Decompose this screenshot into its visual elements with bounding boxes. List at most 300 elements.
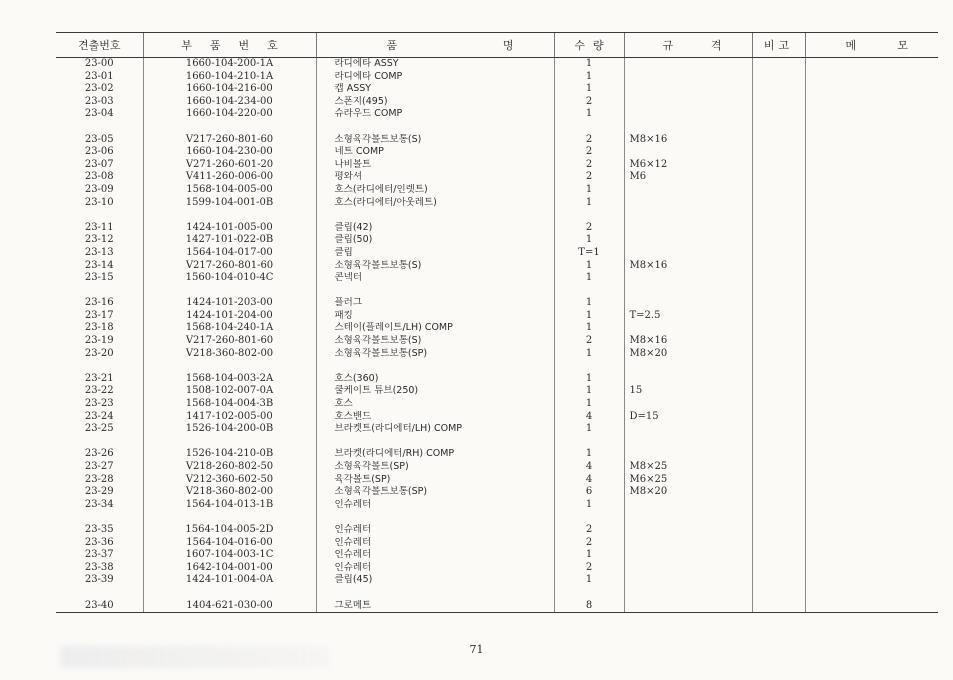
index-no-cell: 23-06 — [84, 146, 114, 158]
part-no-cell: 1607-104-003-1C — [143, 549, 316, 562]
spacer-cell — [316, 587, 554, 600]
spec-cell: M8×25 — [624, 461, 752, 474]
spec-cell — [624, 83, 752, 96]
spacer-cell — [805, 360, 938, 373]
part-no-cell: V217-260-801-60 — [143, 134, 316, 147]
quantity-cell: 1 — [554, 297, 624, 310]
memo-cell — [805, 159, 938, 172]
quantity-cell: 1 — [554, 71, 624, 84]
table-row — [56, 385, 938, 398]
header-note: 비고 — [752, 33, 805, 58]
spacer-cell — [752, 587, 805, 600]
index-no-cell: 23-03 — [84, 95, 114, 107]
note-cell — [752, 184, 805, 197]
part-name-cell: 인슈레터 — [316, 537, 554, 550]
index-no-cell: 23-39 — [84, 574, 114, 586]
memo-cell — [805, 297, 938, 310]
table-row — [56, 297, 938, 310]
spec-cell — [624, 524, 752, 537]
part-no-cell: V217-260-801-60 — [143, 335, 316, 348]
spec-cell — [624, 398, 752, 411]
index-no-cell: 23-14 — [84, 259, 114, 271]
index-no-cell: 23-28 — [84, 473, 114, 485]
part-name-cell: 클립(42) — [316, 222, 554, 235]
quantity-cell: 1 — [554, 549, 624, 562]
note-cell — [752, 247, 805, 260]
quantity-cell: 2 — [554, 537, 624, 550]
index-no-cell: 23-38 — [84, 561, 114, 573]
note-cell — [752, 486, 805, 499]
table-row — [56, 197, 938, 210]
table-row — [56, 562, 938, 575]
table-row — [56, 448, 938, 461]
part-name-cell: 패킹 — [316, 310, 554, 323]
spacer-cell — [56, 209, 143, 222]
spacer-cell — [805, 121, 938, 134]
spec-cell: M8×20 — [624, 348, 752, 361]
part-no-cell: 1660-104-220-00 — [143, 108, 316, 121]
quantity-cell: 1 — [554, 385, 624, 398]
memo-cell — [805, 474, 938, 487]
table-row — [56, 171, 938, 184]
memo-cell — [805, 600, 938, 613]
note-cell — [752, 322, 805, 335]
part-no-cell: 1526-104-200-0B — [143, 423, 316, 436]
quantity-cell: 1 — [554, 348, 624, 361]
part-no-cell: 1424-101-204-00 — [143, 310, 316, 323]
spec-cell — [624, 234, 752, 247]
part-no-cell: 1660-104-216-00 — [143, 83, 316, 96]
part-name-cell: 호스(360) — [316, 373, 554, 386]
note-cell — [752, 524, 805, 537]
index-no-cell: 23-17 — [84, 309, 114, 321]
spec-cell — [624, 184, 752, 197]
memo-cell — [805, 96, 938, 109]
memo-cell — [805, 537, 938, 550]
table-row — [56, 71, 938, 84]
memo-cell — [805, 524, 938, 537]
spacer-cell — [143, 511, 316, 524]
index-no-cell: 23-26 — [84, 448, 114, 460]
spec-cell — [624, 537, 752, 550]
spacer-cell — [143, 436, 316, 449]
part-name-cell: 스테이(플레이트/LH) COMP — [316, 322, 554, 335]
spec-cell: M6×25 — [624, 474, 752, 487]
index-no-cell: 23-25 — [84, 423, 114, 435]
table-row — [56, 146, 938, 159]
part-name-cell: 인슈레터 — [316, 549, 554, 562]
spacer-cell — [752, 209, 805, 222]
part-no-cell: 1560-104-010-4C — [143, 272, 316, 285]
spacer-row — [56, 285, 938, 298]
quantity-cell: T=1 — [554, 247, 624, 260]
index-no-cell: 23-04 — [84, 108, 114, 120]
spec-cell: M8×16 — [624, 335, 752, 348]
part-no-cell: 1568-104-004-3B — [143, 398, 316, 411]
index-no-cell: 23-07 — [84, 158, 114, 170]
quantity-cell: 1 — [554, 373, 624, 386]
part-name-cell: 캡 ASSY — [316, 83, 554, 96]
quantity-cell: 1 — [554, 234, 624, 247]
quantity-cell: 1 — [554, 272, 624, 285]
table-row — [56, 234, 938, 247]
note-cell — [752, 260, 805, 273]
table-row — [56, 335, 938, 348]
part-no-cell: 1564-104-017-00 — [143, 247, 316, 260]
part-name-cell: 육각볼트(SP) — [316, 474, 554, 487]
spec-cell — [624, 146, 752, 159]
note-cell — [752, 146, 805, 159]
spacer-row — [56, 209, 938, 222]
part-name-cell: 라디에타 ASSY — [316, 58, 554, 71]
part-no-cell: V212-360-602-50 — [143, 474, 316, 487]
memo-cell — [805, 385, 938, 398]
index-no-cell: 23-29 — [84, 486, 114, 498]
memo-cell — [805, 247, 938, 260]
table-row — [56, 322, 938, 335]
quantity-cell: 2 — [554, 335, 624, 348]
spacer-cell — [752, 511, 805, 524]
spacer-cell — [624, 285, 752, 298]
spacer-cell — [316, 285, 554, 298]
note-cell — [752, 222, 805, 235]
spacer-row — [56, 360, 938, 373]
spacer-cell — [752, 436, 805, 449]
quantity-cell: 1 — [554, 197, 624, 210]
spec-cell — [624, 562, 752, 575]
table-row — [56, 549, 938, 562]
spacer-cell — [143, 285, 316, 298]
note-cell — [752, 448, 805, 461]
part-name-cell: 브라켓트(라디에터/LH) COMP — [316, 423, 554, 436]
spec-cell — [624, 297, 752, 310]
part-name-cell: 콘넥터 — [316, 272, 554, 285]
memo-cell — [805, 411, 938, 424]
table-row — [56, 524, 938, 537]
memo-cell — [805, 499, 938, 512]
spacer-cell — [752, 285, 805, 298]
table-row — [56, 411, 938, 424]
part-name-cell: 브라켓(라디에터/RH) COMP — [316, 448, 554, 461]
spec-cell: 15 — [624, 385, 752, 398]
table-header-row — [56, 33, 938, 58]
note-cell — [752, 385, 805, 398]
index-no-cell: 23-27 — [84, 461, 114, 472]
index-no-cell: 23-00 — [84, 58, 114, 69]
quantity-cell: 1 — [554, 499, 624, 512]
quantity-cell: 1 — [554, 184, 624, 197]
part-name-cell: 호스(라디에터/아웃레트) — [316, 197, 554, 210]
quantity-cell: 2 — [554, 171, 624, 184]
part-name-cell: 호스밴드 — [316, 411, 554, 424]
memo-cell — [805, 398, 938, 411]
quantity-cell: 6 — [554, 486, 624, 499]
index-no-cell: 23-40 — [56, 600, 143, 613]
header-memo: 메 모 — [805, 33, 938, 58]
spec-cell: D=15 — [624, 411, 752, 424]
table-row — [56, 272, 938, 285]
note-cell — [752, 461, 805, 474]
spec-cell — [624, 71, 752, 84]
spec-cell — [624, 373, 752, 386]
note-cell — [752, 348, 805, 361]
spacer-cell — [805, 285, 938, 298]
spacer-cell — [554, 285, 624, 298]
part-no-cell: 1660-104-234-00 — [143, 96, 316, 109]
spacer-cell — [316, 511, 554, 524]
spec-cell — [624, 108, 752, 121]
spacer-cell — [143, 121, 316, 134]
table-row — [56, 600, 938, 613]
quantity-cell: 2 — [554, 146, 624, 159]
part-name-cell: 클립(50) — [316, 234, 554, 247]
quantity-cell: 4 — [554, 411, 624, 424]
spacer-cell — [624, 587, 752, 600]
note-cell — [752, 600, 805, 613]
index-no-cell: 23-13 — [84, 246, 114, 258]
table-row — [56, 348, 938, 361]
spec-cell: M6 — [624, 171, 752, 184]
quantity-cell: 1 — [554, 58, 624, 71]
part-no-cell: 1427-101-022-0B — [143, 234, 316, 247]
note-cell — [752, 83, 805, 96]
spacer-row — [56, 587, 938, 600]
part-name-cell: 평와셔 — [316, 171, 554, 184]
part-no-cell: 1417-102-005-00 — [143, 411, 316, 424]
spacer-cell — [805, 511, 938, 524]
spec-cell: M8×20 — [624, 486, 752, 499]
memo-cell — [805, 448, 938, 461]
index-no-cell: 23-16 — [84, 297, 114, 309]
note-cell — [752, 335, 805, 348]
header-quantity: 수량 — [554, 33, 624, 58]
quantity-cell: 1 — [554, 398, 624, 411]
memo-cell — [805, 71, 938, 84]
part-no-cell: V218-360-802-00 — [143, 348, 316, 361]
memo-cell — [805, 335, 938, 348]
note-cell — [752, 499, 805, 512]
spacer-cell — [56, 436, 143, 449]
quantity-cell: 2 — [554, 96, 624, 109]
spacer-cell — [56, 360, 143, 373]
memo-cell — [805, 234, 938, 247]
part-name-cell: 그로메트 — [316, 600, 554, 613]
part-name-cell: 인슈레터 — [316, 524, 554, 537]
memo-cell — [805, 184, 938, 197]
index-no-cell: 23-10 — [84, 196, 114, 208]
part-no-cell: V218-260-802-50 — [143, 461, 316, 474]
spacer-cell — [805, 209, 938, 222]
quantity-cell: 2 — [554, 159, 624, 172]
part-no-cell: 1424-101-203-00 — [143, 297, 316, 310]
spacer-cell — [554, 587, 624, 600]
index-no-cell: 23-15 — [84, 272, 114, 284]
spacer-cell — [554, 121, 624, 134]
table-row — [56, 159, 938, 172]
part-no-cell: 1564-104-005-2D — [143, 524, 316, 537]
note-cell — [752, 234, 805, 247]
note-cell — [752, 373, 805, 386]
index-no-cell: 23-08 — [84, 171, 114, 183]
spacer-row — [56, 121, 938, 134]
part-no-cell: 1660-104-200-1A — [143, 58, 316, 71]
spec-cell: M8×16 — [624, 260, 752, 273]
header-part-no: 부품번호 — [143, 33, 316, 58]
part-name-cell: 네트 COMP — [316, 146, 554, 159]
part-no-cell: 1564-104-013-1B — [143, 499, 316, 512]
index-no-cell: 23-12 — [84, 234, 114, 246]
spec-cell — [624, 322, 752, 335]
parts-table — [56, 32, 938, 613]
header-index-no: 견출번호 — [56, 33, 143, 58]
spacer-cell — [316, 436, 554, 449]
index-no-cell: 23-23 — [84, 398, 114, 410]
spec-cell — [624, 222, 752, 235]
spacer-cell — [554, 209, 624, 222]
note-cell — [752, 272, 805, 285]
note-cell — [752, 474, 805, 487]
table-row — [56, 310, 938, 323]
index-no-cell: 23-34 — [84, 498, 114, 510]
memo-cell — [805, 134, 938, 147]
part-name-cell: 라디에타 COMP — [316, 71, 554, 84]
table-row — [56, 58, 938, 71]
note-cell — [752, 574, 805, 587]
part-name-cell: 소형육각볼트보통(SP) — [316, 486, 554, 499]
memo-cell — [805, 222, 938, 235]
part-no-cell: V411-260-006-00 — [143, 171, 316, 184]
note-cell — [752, 96, 805, 109]
index-no-cell: 23-02 — [84, 83, 114, 95]
quantity-cell: 1 — [554, 83, 624, 96]
part-no-cell: 1599-104-001-0B — [143, 197, 316, 210]
part-no-cell: 1424-101-005-00 — [143, 222, 316, 235]
table-row — [56, 398, 938, 411]
table-row — [56, 108, 938, 121]
note-cell — [752, 411, 805, 424]
table-row — [56, 260, 938, 273]
part-no-cell: 1424-101-004-0A — [143, 574, 316, 587]
quantity-cell: 1 — [554, 310, 624, 323]
part-no-cell: 1568-104-003-2A — [143, 373, 316, 386]
part-no-cell: 1642-104-001-00 — [143, 562, 316, 575]
spacer-cell — [143, 209, 316, 222]
note-cell — [752, 398, 805, 411]
table-row — [56, 373, 938, 386]
note-cell — [752, 549, 805, 562]
memo-cell — [805, 562, 938, 575]
spacer-cell — [624, 360, 752, 373]
spacer-cell — [554, 511, 624, 524]
part-no-cell: V217-260-801-60 — [143, 260, 316, 273]
spec-cell — [624, 96, 752, 109]
spacer-cell — [805, 587, 938, 600]
table-row — [56, 184, 938, 197]
table-row — [56, 499, 938, 512]
spec-cell — [624, 423, 752, 436]
part-name-cell: 클립 — [316, 247, 554, 260]
index-no-cell: 23-09 — [84, 183, 114, 195]
part-name-cell: 인슈레터 — [316, 562, 554, 575]
part-name-cell: 소형육각볼트보통(S) — [316, 335, 554, 348]
spec-cell — [624, 247, 752, 260]
spacer-cell — [316, 360, 554, 373]
index-no-cell: 23-18 — [84, 322, 114, 334]
quantity-cell: 4 — [554, 474, 624, 487]
part-name-cell: 클립(45) — [316, 574, 554, 587]
note-cell — [752, 423, 805, 436]
memo-cell — [805, 272, 938, 285]
part-no-cell: 1564-104-016-00 — [143, 537, 316, 550]
spec-cell — [624, 600, 752, 613]
spacer-row — [56, 511, 938, 524]
memo-cell — [805, 461, 938, 474]
spacer-cell — [56, 285, 143, 298]
index-no-cell: 23-22 — [84, 385, 114, 397]
memo-cell — [805, 310, 938, 323]
header-part-name: 품 명 — [316, 33, 554, 58]
index-no-cell: 23-11 — [84, 221, 114, 233]
part-name-cell: 호스 — [316, 398, 554, 411]
table-row — [56, 83, 938, 96]
table-row — [56, 574, 938, 587]
spacer-cell — [752, 360, 805, 373]
quantity-cell: 1 — [554, 574, 624, 587]
memo-cell — [805, 348, 938, 361]
spacer-cell — [624, 121, 752, 134]
part-name-cell: 플러그 — [316, 297, 554, 310]
page-number: 71 — [469, 643, 484, 656]
note-cell — [752, 71, 805, 84]
memo-cell — [805, 108, 938, 121]
table-row — [56, 474, 938, 487]
spec-cell — [624, 574, 752, 587]
part-name-cell: 쿨케이트 튜브(250) — [316, 385, 554, 398]
spacer-cell — [554, 360, 624, 373]
note-cell — [752, 108, 805, 121]
spacer-cell — [554, 436, 624, 449]
memo-cell — [805, 58, 938, 71]
part-no-cell: 1568-104-240-1A — [143, 322, 316, 335]
quantity-cell: 8 — [554, 600, 624, 613]
spacer-cell — [143, 360, 316, 373]
spec-cell — [624, 58, 752, 71]
spec-cell: M6×12 — [624, 159, 752, 172]
note-cell — [752, 310, 805, 323]
index-no-cell: 23-35 — [84, 523, 114, 535]
memo-cell — [805, 486, 938, 499]
spacer-cell — [56, 121, 143, 134]
memo-cell — [805, 171, 938, 184]
quantity-cell: 1 — [554, 108, 624, 121]
part-no-cell: 1568-104-005-00 — [143, 184, 316, 197]
part-name-cell: 소형육각볼트보통(S) — [316, 134, 554, 147]
table-row — [56, 222, 938, 235]
spacer-cell — [624, 511, 752, 524]
quantity-cell: 2 — [554, 222, 624, 235]
memo-cell — [805, 574, 938, 587]
quantity-cell: 1 — [554, 448, 624, 461]
table-row — [56, 537, 938, 550]
part-no-cell: V218-360-802-00 — [143, 486, 316, 499]
quantity-cell: 1 — [554, 322, 624, 335]
part-name-cell: 호스(라디에터/인렛트) — [316, 184, 554, 197]
quantity-cell: 2 — [554, 134, 624, 147]
spacer-cell — [56, 511, 143, 524]
part-no-cell: 1508-102-007-0A — [143, 385, 316, 398]
spacer-cell — [56, 587, 143, 600]
table-row — [56, 461, 938, 474]
